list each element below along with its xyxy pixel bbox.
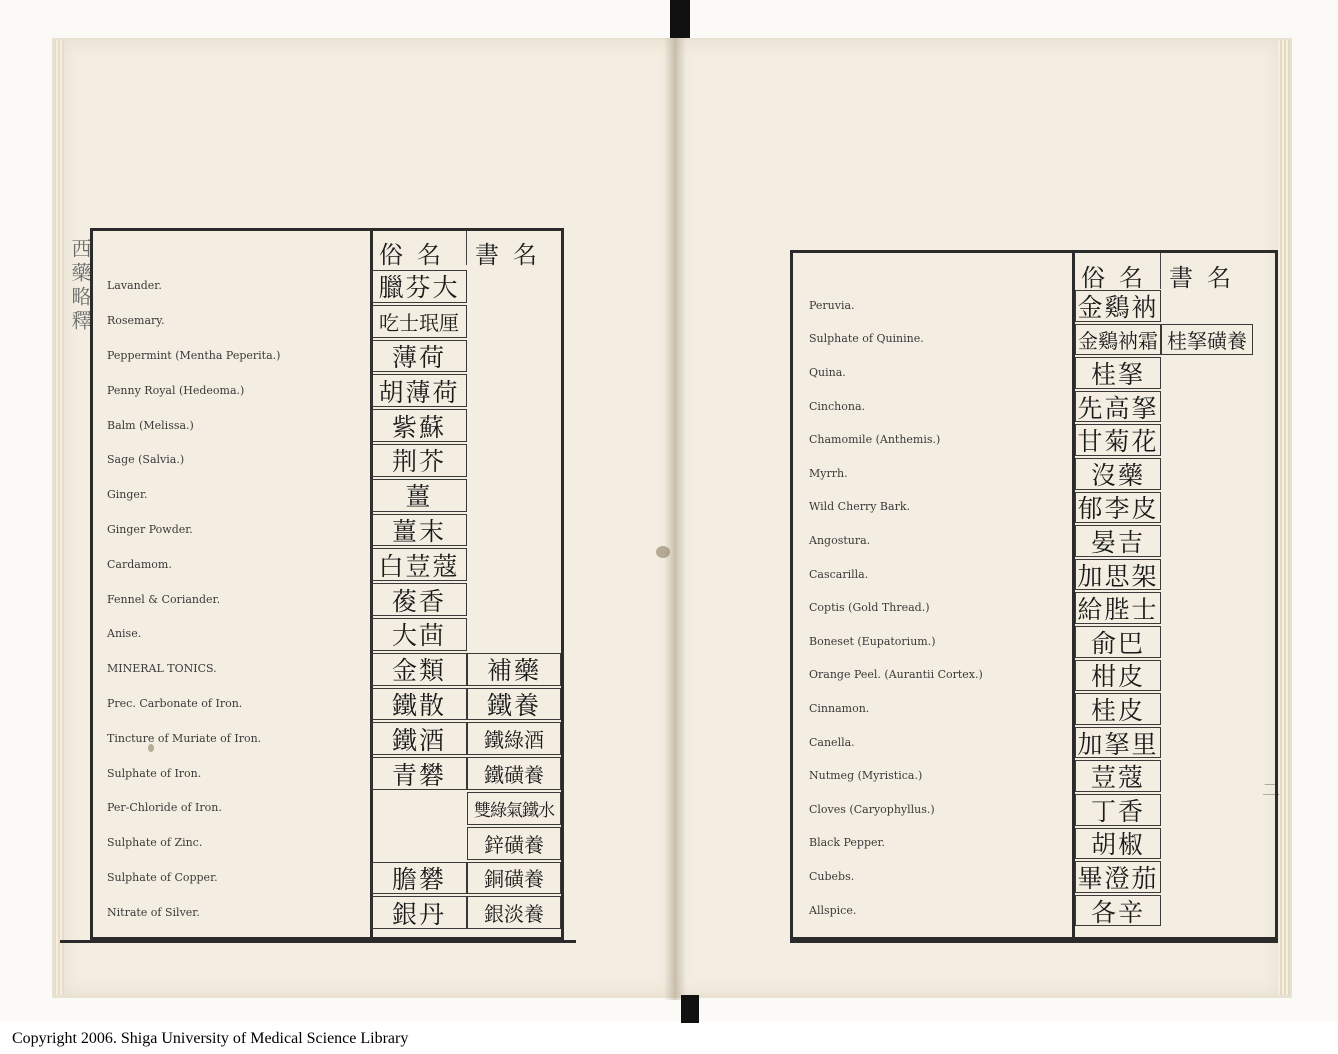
english-name: Coptis (Gold Thread.) (809, 601, 930, 615)
english-name: Cardamom. (107, 557, 172, 571)
paper-stain (656, 546, 670, 558)
english-name: Penny Royal (Hedeoma.) (107, 383, 245, 397)
common-name-cell: 柑皮 (1075, 660, 1161, 692)
common-name-cell: 先高拏 (1075, 391, 1161, 423)
common-name-cell: 給䏶士 (1075, 592, 1161, 624)
english-name: Balm (Melissa.) (107, 418, 194, 432)
english-name: Cubebs. (809, 870, 855, 883)
english-name: Black Pepper. (809, 836, 886, 850)
english-name: Allspice. (809, 903, 857, 917)
common-name-cell: 俞巴 (1075, 626, 1161, 658)
common-name-cell: 胡薄荷 (371, 374, 467, 407)
book-name-cell: 銀淡養 (467, 896, 561, 929)
english-name: Angostura. (809, 534, 871, 547)
book-name-cell: 雙綠氣鐵水 (467, 792, 561, 825)
common-name-cell: 白荳蔻 (371, 548, 467, 581)
english-name: Cloves (Caryophyllus.) (809, 802, 935, 816)
common-name-cell: 薄荷 (371, 340, 467, 373)
common-name-cell: 畢澄茄 (1075, 861, 1161, 893)
common-name-cell: 桂皮 (1075, 693, 1161, 725)
left-margin-title: 西藥略釋 (68, 238, 92, 334)
right-page-edges (1278, 40, 1290, 995)
ribbon-top (670, 0, 690, 38)
right-bottom-rule (790, 940, 1278, 943)
common-name-cell: 銀丹 (371, 896, 467, 929)
english-name: Chamomile (Anthemis.) (809, 433, 941, 447)
book-name-cell: 桂拏磺養 (1161, 324, 1253, 356)
common-name-cell: 膽礬 (371, 862, 467, 895)
common-name-cell: 加思架 (1075, 559, 1161, 591)
common-name-cell: 青礬 (371, 757, 467, 790)
book-name-cell: 銅磺養 (467, 862, 561, 895)
common-name-cell: 金類 (371, 653, 467, 686)
english-name: Sage (Salvia.) (107, 453, 185, 467)
common-name-cell: 郁李皮 (1075, 492, 1161, 524)
english-name: Tincture of Muriate of Iron. (107, 731, 262, 745)
english-name: Cinchona. (809, 399, 866, 413)
left-table-header-divider (466, 231, 467, 265)
common-name-cell: 大茴 (371, 618, 467, 651)
common-name-cell: 胡椒 (1075, 828, 1161, 860)
english-name: Cinnamon. (809, 702, 870, 715)
book-name-cell: 鐵磺養 (467, 757, 561, 790)
left-book-name-header: 書名 (475, 241, 551, 269)
common-name-cell: 丁香 (1075, 794, 1161, 826)
common-name-cell: 加拏里 (1075, 727, 1161, 759)
ribbon-bottom (681, 995, 699, 1023)
common-name-cell: 吃士珉厘 (371, 305, 467, 338)
english-name: Wild Cherry Bark. (809, 500, 910, 514)
english-name: Sulphate of Zinc. (107, 836, 203, 850)
english-name: Orange Peel. (Aurantii Cortex.) (809, 668, 983, 682)
common-name-cell: 荳蔻 (1075, 760, 1161, 792)
english-name: MINERAL TONICS. (107, 662, 217, 676)
english-name: Per-Chloride of Iron. (107, 801, 222, 815)
common-name-cell: 鐵散 (371, 688, 467, 721)
right-page-number: 二 (1259, 780, 1280, 802)
book-name-cell: 鐵養 (467, 688, 561, 721)
book-gutter (664, 38, 686, 1000)
common-name-cell: 鐵酒 (371, 722, 467, 755)
right-common-name-header: 俗名 (1081, 264, 1157, 292)
english-name: Quina. (809, 366, 846, 379)
book-name-cell: 鋅磺養 (467, 827, 561, 860)
right-book-name-header: 書名 (1169, 264, 1245, 292)
common-name-cell: 紫蘇 (371, 409, 467, 442)
english-name: Ginger. (107, 488, 148, 502)
english-name: Fennel & Coriander. (107, 592, 221, 606)
english-name: Canella. (809, 735, 855, 749)
english-name: Rosemary. (107, 314, 165, 328)
common-name-cell: 金鷄衲霜 (1075, 324, 1161, 356)
copyright-notice: Copyright 2006. Shiga University of Medical Science Library (12, 1030, 409, 1047)
english-name: Nutmeg (Myristica.) (809, 769, 923, 783)
left-common-name-header: 俗名 (379, 241, 455, 269)
book-name-cell: 補藥 (467, 653, 561, 686)
english-name: Myrrh. (809, 466, 848, 480)
common-name-cell: 晏吉 (1075, 525, 1161, 557)
common-name-cell: 葰香 (371, 583, 467, 616)
left-medicine-table (90, 228, 564, 940)
right-medicine-table (790, 250, 1278, 940)
english-name: Lavander. (107, 279, 162, 293)
english-name: Peppermint (Mentha Peperita.) (107, 349, 281, 362)
english-name: Sulphate of Iron. (107, 766, 202, 780)
left-bottom-rule (60, 940, 576, 943)
english-name: Ginger Powder. (107, 523, 193, 536)
english-name: Nitrate of Silver. (107, 905, 200, 919)
common-name-cell: 荆芥 (371, 444, 467, 477)
common-name-cell: 薑末 (371, 514, 467, 547)
common-name-cell: 金鷄衲 (1075, 290, 1161, 322)
common-name-cell: 薑 (371, 479, 467, 512)
english-name: Cascarilla. (809, 567, 869, 581)
english-name: Prec. Carbonate of Iron. (107, 697, 243, 710)
english-name: Sulphate of Copper. (107, 871, 218, 884)
book-name-cell: 鐵綠酒 (467, 722, 561, 755)
english-name: Peruvia. (809, 298, 855, 312)
common-name-cell: 沒藥 (1075, 458, 1161, 490)
english-name: Sulphate of Quinine. (809, 332, 924, 346)
common-name-cell: 各辛 (1075, 895, 1161, 927)
english-name: Boneset (Eupatorium.) (809, 634, 936, 648)
english-name: Anise. (107, 627, 142, 641)
left-page-edges (54, 40, 64, 995)
common-name-cell: 桂拏 (1075, 357, 1161, 389)
common-name-cell: 甘菊花 (1075, 424, 1161, 456)
right-table-header-divider (1160, 253, 1161, 289)
common-name-cell: 臘芬大 (371, 270, 467, 303)
